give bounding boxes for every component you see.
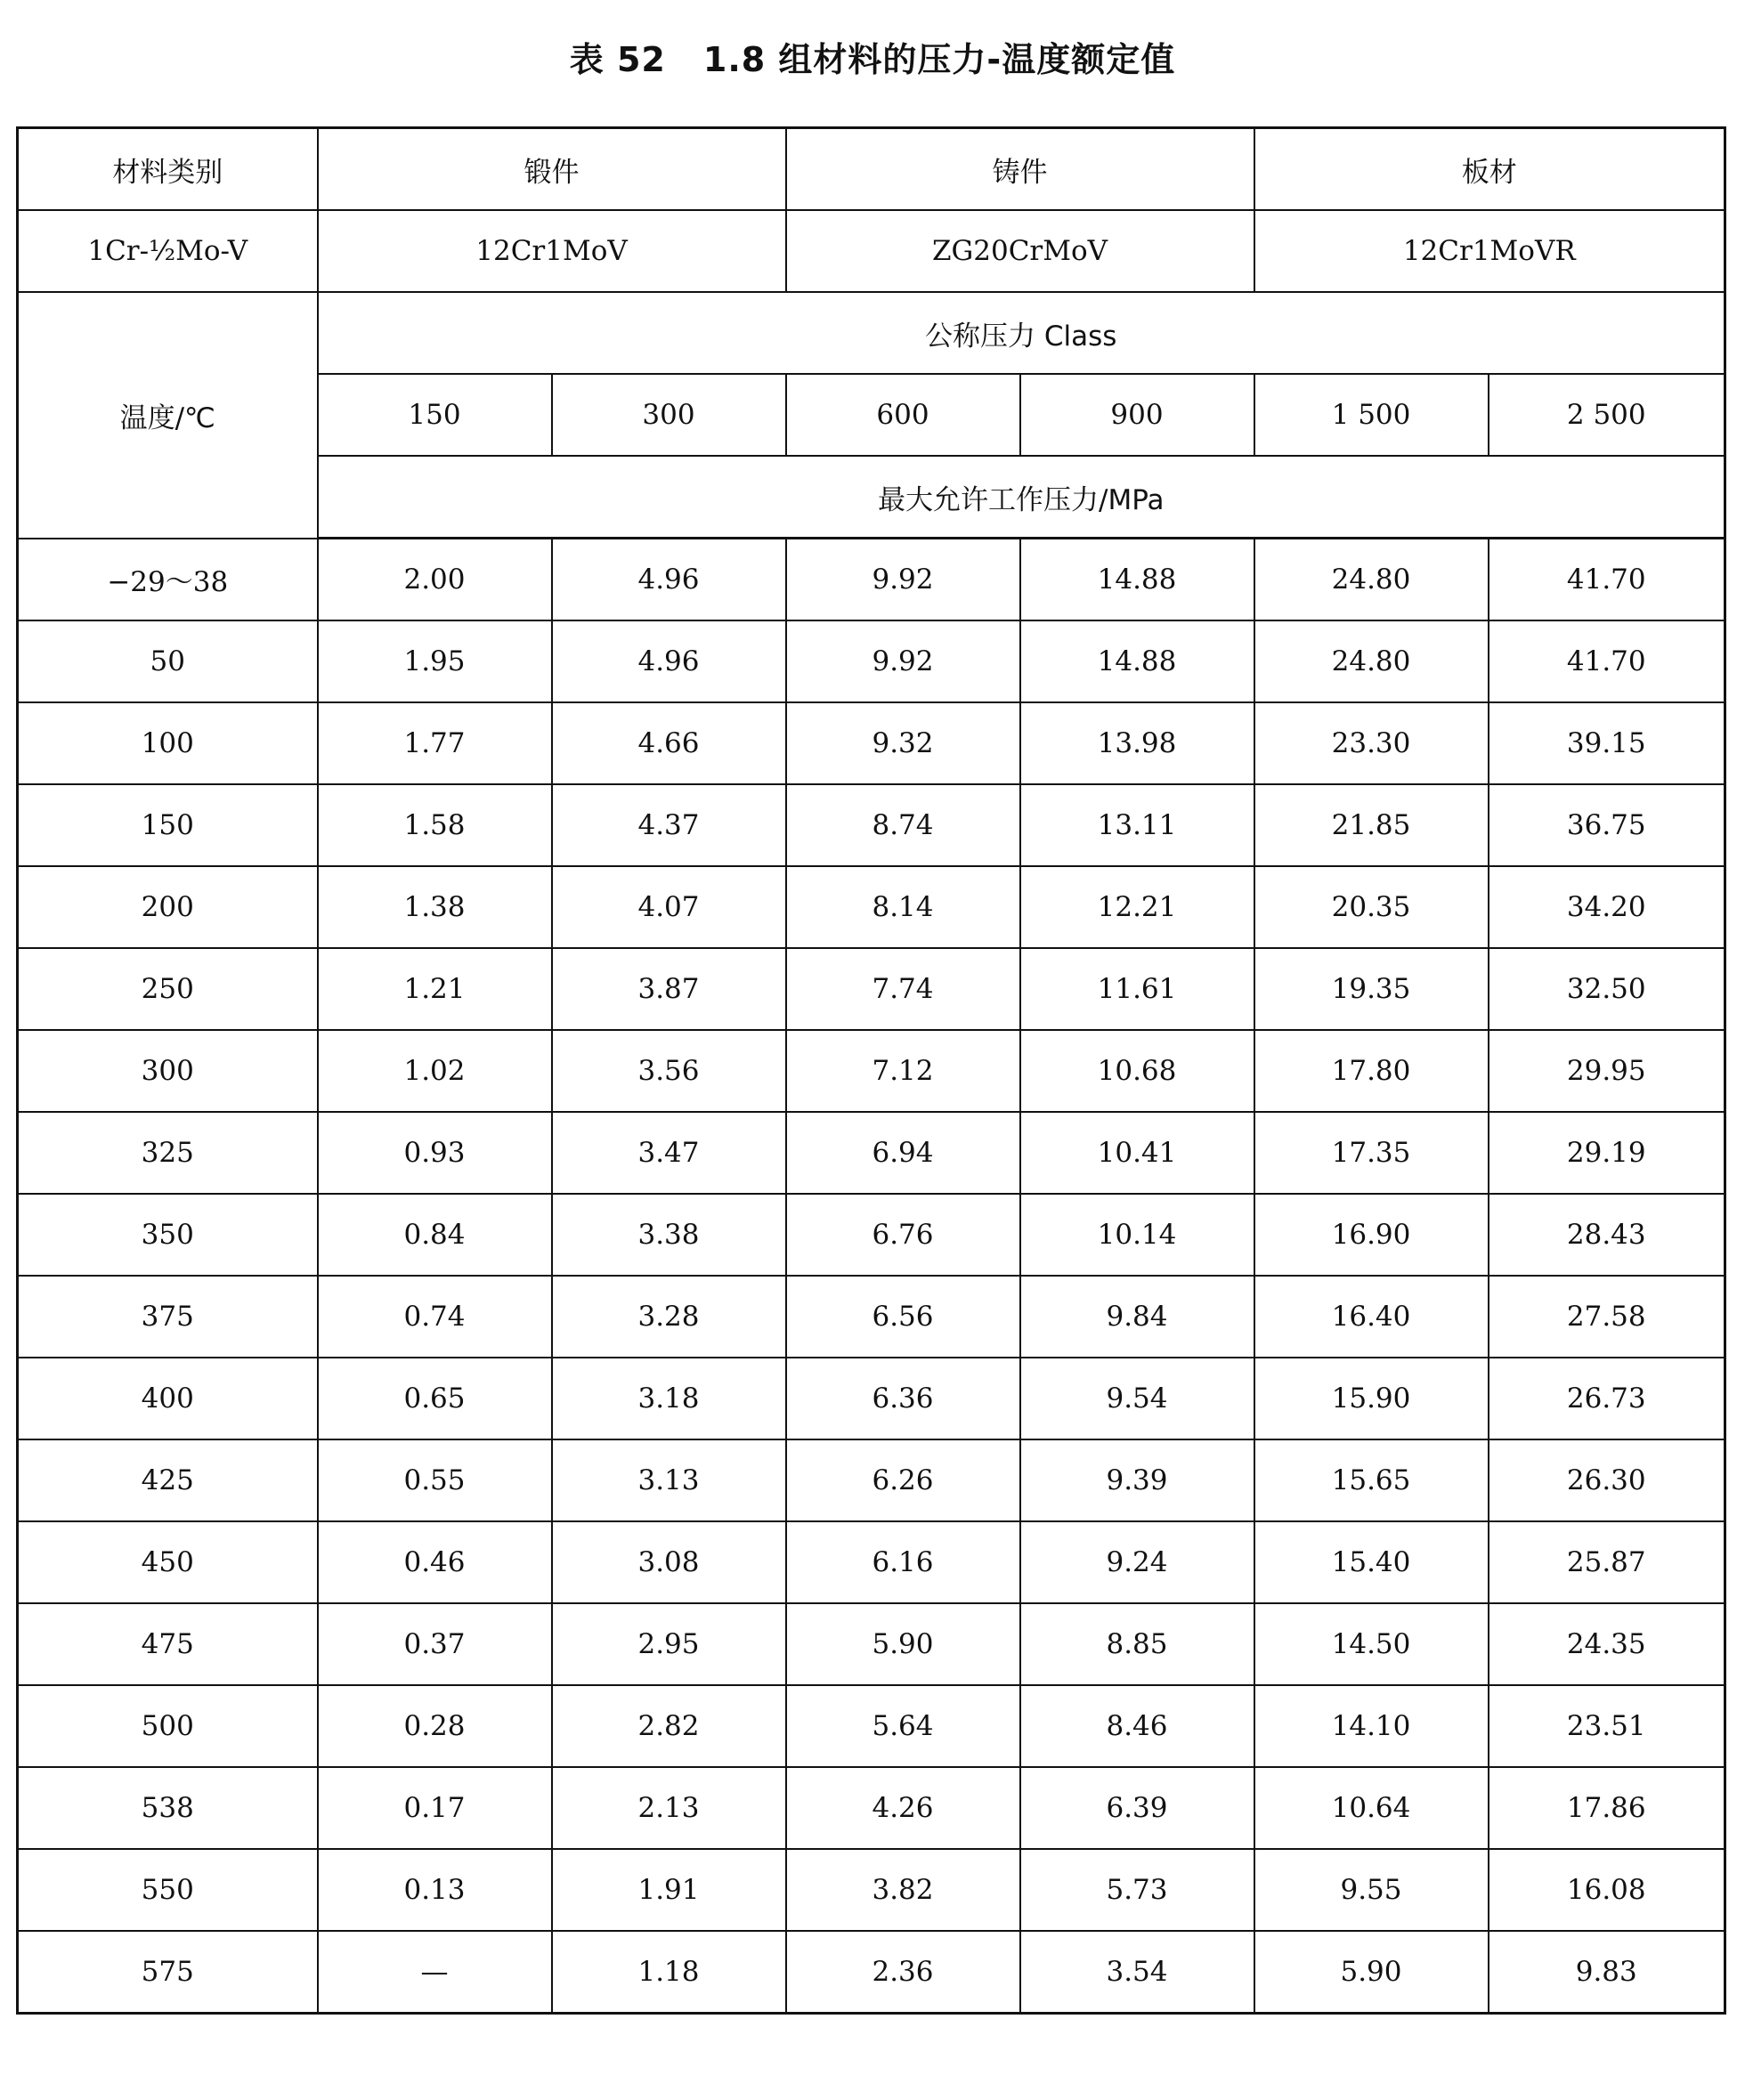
temperature-cell: 100 xyxy=(18,702,318,784)
pressure-cell: 41.70 xyxy=(1489,539,1725,621)
pressure-cell: 3.82 xyxy=(786,1849,1020,1931)
pressure-cell: 0.74 xyxy=(318,1276,552,1358)
pressure-cell: 2.36 xyxy=(786,1931,1020,2014)
pressure-cell: 26.30 xyxy=(1489,1439,1725,1521)
pressure-cell: 1.58 xyxy=(318,784,552,866)
table-row xyxy=(18,1276,1725,1358)
pressure-cell: 14.10 xyxy=(1254,1685,1489,1767)
pressure-cell: 9.92 xyxy=(786,539,1020,621)
pressure-cell: 14.88 xyxy=(1020,539,1254,621)
temperature-cell: 50 xyxy=(18,620,318,702)
pressure-cell: 7.12 xyxy=(786,1030,1020,1112)
pressure-cell: 24.80 xyxy=(1254,620,1489,702)
pressure-cell: 27.58 xyxy=(1489,1276,1725,1358)
table-row xyxy=(18,1358,1725,1439)
pressure-cell: 23.51 xyxy=(1489,1685,1725,1767)
pressure-cell: 9.54 xyxy=(1020,1358,1254,1439)
pressure-cell: 15.65 xyxy=(1254,1439,1489,1521)
pressure-label: 最大允许工作压力/MPa xyxy=(318,456,1725,539)
header-row-categories xyxy=(18,128,1725,211)
pressure-cell: 15.90 xyxy=(1254,1358,1489,1439)
class-header: 1 500 xyxy=(1254,374,1489,456)
temperature-cell: 550 xyxy=(18,1849,318,1931)
pressure-cell: 25.87 xyxy=(1489,1521,1725,1603)
pressure-cell: 13.98 xyxy=(1020,702,1254,784)
pressure-cell: 5.64 xyxy=(786,1685,1020,1767)
pressure-cell: 20.35 xyxy=(1254,866,1489,948)
pressure-cell: 0.55 xyxy=(318,1439,552,1521)
pressure-cell: 9.39 xyxy=(1020,1439,1254,1521)
pressure-cell: 6.36 xyxy=(786,1358,1020,1439)
pressure-cell: 4.07 xyxy=(552,866,786,948)
pressure-cell: 21.85 xyxy=(1254,784,1489,866)
pressure-cell: 2.82 xyxy=(552,1685,786,1767)
pressure-cell: 26.73 xyxy=(1489,1358,1725,1439)
pressure-cell: 8.46 xyxy=(1020,1685,1254,1767)
class-label: 公称压力 Class xyxy=(318,292,1725,374)
table-row xyxy=(18,1849,1725,1931)
table-row xyxy=(18,1931,1725,2014)
pressure-cell: 0.17 xyxy=(318,1767,552,1849)
pressure-cell: 6.94 xyxy=(786,1112,1020,1194)
pressure-cell: 6.16 xyxy=(786,1521,1020,1603)
temperature-cell: 250 xyxy=(18,948,318,1030)
class-header: 300 xyxy=(552,374,786,456)
table-title xyxy=(0,32,1745,81)
pressure-cell: 34.20 xyxy=(1489,866,1725,948)
pressure-cell: — xyxy=(318,1931,552,2014)
temperature-cell: 450 xyxy=(18,1521,318,1603)
temperature-cell: 200 xyxy=(18,866,318,948)
table-row xyxy=(18,539,1725,621)
pressure-cell: 1.02 xyxy=(318,1030,552,1112)
table-row xyxy=(18,1685,1725,1767)
table-row xyxy=(18,1603,1725,1685)
pressure-cell: 3.13 xyxy=(552,1439,786,1521)
table-row xyxy=(18,702,1725,784)
pressure-cell: 1.21 xyxy=(318,948,552,1030)
plate-header: 板材 xyxy=(1254,128,1725,211)
table-row xyxy=(18,866,1725,948)
class-header: 900 xyxy=(1020,374,1254,456)
class-header: 2 500 xyxy=(1489,374,1725,456)
pressure-cell: 9.83 xyxy=(1489,1931,1725,2014)
table-caption: 1.8 组材料的压力-温度额定值 xyxy=(702,40,1176,79)
table-row xyxy=(18,948,1725,1030)
pressure-cell: 4.96 xyxy=(552,539,786,621)
pressure-cell: 0.84 xyxy=(318,1194,552,1276)
pressure-cell: 3.18 xyxy=(552,1358,786,1439)
table-row xyxy=(18,1030,1725,1112)
pressure-cell: 9.55 xyxy=(1254,1849,1489,1931)
material-category-header: 材料类别 xyxy=(18,128,318,211)
table-row xyxy=(18,784,1725,866)
pressure-cell: 29.19 xyxy=(1489,1112,1725,1194)
temperature-cell: 575 xyxy=(18,1931,318,2014)
pressure-cell: 6.26 xyxy=(786,1439,1020,1521)
temperature-cell: 400 xyxy=(18,1358,318,1439)
pressure-cell: 2.95 xyxy=(552,1603,786,1685)
pressure-cell: 3.54 xyxy=(1020,1931,1254,2014)
pressure-cell: 12.21 xyxy=(1020,866,1254,948)
pressure-cell: 3.08 xyxy=(552,1521,786,1603)
pressure-cell: 8.85 xyxy=(1020,1603,1254,1685)
forging-grade: 12Cr1MoV xyxy=(318,210,786,292)
temperature-cell: 325 xyxy=(18,1112,318,1194)
temperature-cell: 375 xyxy=(18,1276,318,1358)
pressure-cell: 4.37 xyxy=(552,784,786,866)
forging-header: 锻件 xyxy=(318,128,786,211)
pressure-cell: 0.37 xyxy=(318,1603,552,1685)
pressure-cell: 0.65 xyxy=(318,1358,552,1439)
pressure-cell: 28.43 xyxy=(1489,1194,1725,1276)
temperature-cell: 475 xyxy=(18,1603,318,1685)
header-row-class-label xyxy=(18,292,1725,374)
temperature-cell: 425 xyxy=(18,1439,318,1521)
pressure-cell: 1.38 xyxy=(318,866,552,948)
pressure-cell: 3.38 xyxy=(552,1194,786,1276)
pressure-cell: 1.91 xyxy=(552,1849,786,1931)
pressure-cell: 36.75 xyxy=(1489,784,1725,866)
pressure-cell: 15.40 xyxy=(1254,1521,1489,1603)
pressure-cell: 6.39 xyxy=(1020,1767,1254,1849)
pressure-cell: 16.40 xyxy=(1254,1276,1489,1358)
pressure-cell: 9.32 xyxy=(786,702,1020,784)
temperature-cell: −29～38 xyxy=(18,539,318,621)
pressure-cell: 10.14 xyxy=(1020,1194,1254,1276)
temperature-header: 温度/℃ xyxy=(18,292,318,539)
pressure-cell: 14.50 xyxy=(1254,1603,1489,1685)
pressure-cell: 3.28 xyxy=(552,1276,786,1358)
material-name: 1Cr-½Mo-V xyxy=(18,210,318,292)
pressure-cell: 14.88 xyxy=(1020,620,1254,702)
temperature-cell: 538 xyxy=(18,1767,318,1849)
pressure-cell: 5.73 xyxy=(1020,1849,1254,1931)
class-header: 600 xyxy=(786,374,1020,456)
pressure-cell: 9.92 xyxy=(786,620,1020,702)
pressure-cell: 4.66 xyxy=(552,702,786,784)
pressure-cell: 5.90 xyxy=(1254,1931,1489,2014)
table-row xyxy=(18,1767,1725,1849)
pressure-cell: 4.26 xyxy=(786,1767,1020,1849)
pressure-cell: 16.08 xyxy=(1489,1849,1725,1931)
pressure-cell: 4.96 xyxy=(552,620,786,702)
pressure-cell: 10.41 xyxy=(1020,1112,1254,1194)
casting-header: 铸件 xyxy=(786,128,1254,211)
pressure-cell: 2.00 xyxy=(318,539,552,621)
pressure-cell: 10.64 xyxy=(1254,1767,1489,1849)
pressure-cell: 3.87 xyxy=(552,948,786,1030)
temperature-cell: 150 xyxy=(18,784,318,866)
pressure-cell: 3.47 xyxy=(552,1112,786,1194)
pressure-cell: 16.90 xyxy=(1254,1194,1489,1276)
table-row xyxy=(18,620,1725,702)
pressure-cell: 24.35 xyxy=(1489,1603,1725,1685)
pressure-cell: 39.15 xyxy=(1489,702,1725,784)
pressure-cell: 23.30 xyxy=(1254,702,1489,784)
plate-grade: 12Cr1MoVR xyxy=(1254,210,1725,292)
pressure-cell: 11.61 xyxy=(1020,948,1254,1030)
pressure-cell: 17.80 xyxy=(1254,1030,1489,1112)
pressure-cell: 0.13 xyxy=(318,1849,552,1931)
pressure-cell: 6.76 xyxy=(786,1194,1020,1276)
table-row xyxy=(18,1194,1725,1276)
pressure-cell: 7.74 xyxy=(786,948,1020,1030)
pressure-cell: 1.77 xyxy=(318,702,552,784)
pressure-cell: 3.56 xyxy=(552,1030,786,1112)
pressure-cell: 19.35 xyxy=(1254,948,1489,1030)
pressure-temperature-table xyxy=(16,126,1726,2015)
pressure-cell: 8.74 xyxy=(786,784,1020,866)
pressure-cell: 1.95 xyxy=(318,620,552,702)
temperature-cell: 350 xyxy=(18,1194,318,1276)
pressure-cell: 29.95 xyxy=(1489,1030,1725,1112)
pressure-cell: 8.14 xyxy=(786,866,1020,948)
pressure-cell: 9.84 xyxy=(1020,1276,1254,1358)
table-row xyxy=(18,1521,1725,1603)
pressure-cell: 10.68 xyxy=(1020,1030,1254,1112)
pressure-cell: 32.50 xyxy=(1489,948,1725,1030)
pressure-cell: 9.24 xyxy=(1020,1521,1254,1603)
pressure-cell: 5.90 xyxy=(786,1603,1020,1685)
pressure-cell: 0.46 xyxy=(318,1521,552,1603)
pressure-cell: 1.18 xyxy=(552,1931,786,2014)
header-row-grades xyxy=(18,210,1725,292)
class-header: 150 xyxy=(318,374,552,456)
table-row xyxy=(18,1112,1725,1194)
pressure-cell: 41.70 xyxy=(1489,620,1725,702)
pressure-cell: 2.13 xyxy=(552,1767,786,1849)
pressure-cell: 13.11 xyxy=(1020,784,1254,866)
pressure-cell: 6.56 xyxy=(786,1276,1020,1358)
temperature-cell: 500 xyxy=(18,1685,318,1767)
casting-grade: ZG20CrMoV xyxy=(786,210,1254,292)
temperature-cell: 300 xyxy=(18,1030,318,1112)
pressure-cell: 0.28 xyxy=(318,1685,552,1767)
pressure-cell: 0.93 xyxy=(318,1112,552,1194)
pressure-cell: 17.86 xyxy=(1489,1767,1725,1849)
pressure-cell: 17.35 xyxy=(1254,1112,1489,1194)
table-row xyxy=(18,1439,1725,1521)
table-number: 表 52 xyxy=(569,40,666,79)
pressure-cell: 24.80 xyxy=(1254,539,1489,621)
